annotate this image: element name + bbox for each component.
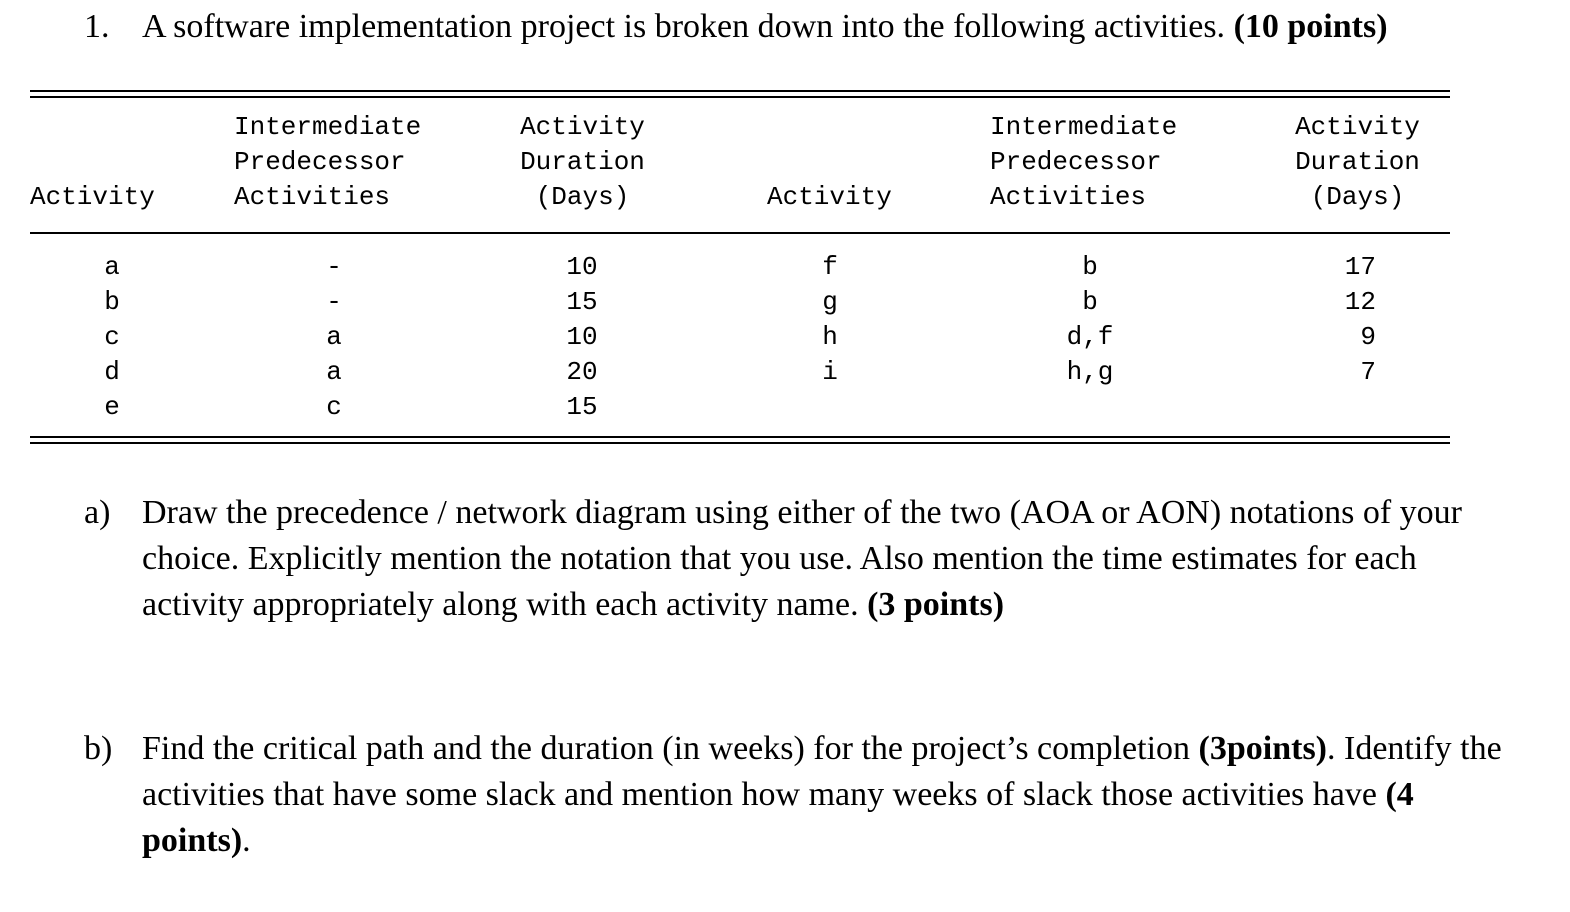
table-cell: 17 [1344, 252, 1376, 282]
question-number: 1. [84, 8, 110, 45]
header-predecessor-right: Intermediate Predecessor Activities [990, 112, 1178, 212]
part-a-text: Draw the precedence / network diagram using either of the two (AOA or AON) notations of your choice. Explicitly mention the notation that you use. Also mention the time estimates for each activity appropriately along with each activity name. [142, 494, 1462, 623]
part-b [84, 726, 1502, 864]
part-b-text-3: . [242, 822, 251, 859]
left-duration-column [542, 250, 622, 425]
table-bottom-rule-2 [30, 442, 1450, 444]
table-cell: c [326, 392, 342, 422]
part-a-points: (3 points) [867, 586, 1005, 623]
table-cell: a [104, 252, 120, 282]
part-b-label: b) [84, 730, 113, 767]
question-title [84, 8, 1388, 46]
table-cell: h,g [1066, 357, 1114, 387]
table-cell: c [104, 322, 120, 352]
right-activity-column [800, 250, 860, 390]
table-cell: - [326, 287, 342, 317]
table-cell: a [326, 357, 342, 387]
table-cell: 12 [1344, 287, 1376, 317]
part-b-points-2: (4 points) [142, 776, 1414, 859]
right-duration-column [1300, 250, 1376, 390]
table-header-rule [30, 232, 1450, 234]
table-cell: d [104, 357, 120, 387]
table-cell: 9 [1360, 322, 1376, 352]
header-activity-right: Activity [767, 182, 892, 212]
table-cell: 15 [566, 287, 598, 317]
right-predecessor-column [1040, 250, 1140, 390]
table-cell: h [822, 322, 838, 352]
part-b-text-2: . Identify the activities that have some slack and mention how many weeks of slack those activities have [142, 730, 1502, 813]
part-a [84, 490, 1502, 628]
table-cell: - [326, 252, 342, 282]
table-top-rule-2 [30, 96, 1450, 98]
table-top-rule [30, 90, 1450, 92]
question-points: (10 points) [1233, 8, 1388, 45]
part-b-points-1: (3points) [1198, 730, 1327, 767]
left-activity-column [82, 250, 142, 425]
table-cell: e [104, 392, 120, 422]
header-duration-right: Activity Duration (Days) [1295, 112, 1420, 212]
part-a-label: a) [84, 494, 111, 531]
table-cell: 7 [1360, 357, 1376, 387]
table-cell: 20 [566, 357, 598, 387]
header-duration-left: Activity Duration (Days) [520, 112, 645, 212]
left-predecessor-column [304, 250, 364, 425]
table-cell: f [822, 252, 838, 282]
table-cell: 10 [566, 322, 598, 352]
question-text: A software implementation project is broken down into the following activities. [142, 8, 1226, 45]
table-bottom-rule [30, 436, 1450, 438]
header-activity-left: Activity [30, 182, 155, 212]
table-cell: a [326, 322, 342, 352]
header-predecessor-left: Intermediate Predecessor Activities [234, 112, 422, 212]
part-b-text-1: Find the critical path and the duration (in weeks) for the project’s completion [142, 730, 1191, 767]
table-cell: g [822, 287, 838, 317]
table-cell: d,f [1066, 322, 1114, 352]
table-cell: 10 [566, 252, 598, 282]
table-cell: b [104, 287, 120, 317]
table-cell: i [822, 357, 838, 387]
table-cell: 15 [566, 392, 598, 422]
table-cell: b [1082, 287, 1098, 317]
table-cell: b [1082, 252, 1098, 282]
